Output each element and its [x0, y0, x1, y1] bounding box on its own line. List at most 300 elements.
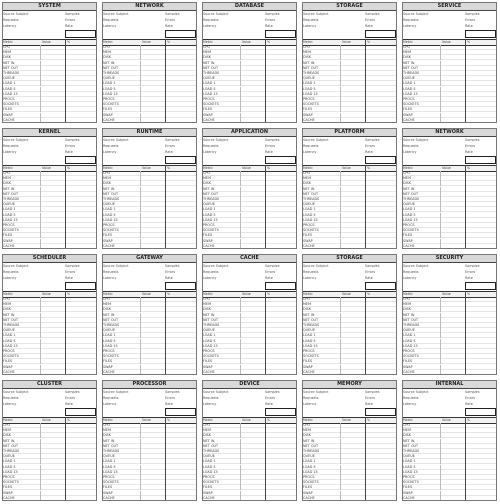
column-header: Value: [442, 418, 451, 422]
meta-label: Requests: [3, 18, 19, 22]
row-label: THREADS: [303, 449, 320, 453]
report-panel: [402, 254, 497, 375]
row-label: LOAD 15: [103, 343, 118, 348]
row-label: PROCS: [203, 349, 215, 353]
column-header: Value: [342, 292, 351, 296]
row-label: LOAD 1: [403, 459, 416, 464]
row-label: NET OUT: [103, 191, 119, 196]
column-header: Value: [242, 292, 251, 296]
row-label: THREADS: [203, 197, 220, 201]
meta-row: [403, 270, 496, 275]
row-label: FILES: [103, 359, 113, 364]
metric-rows: [102, 297, 197, 375]
row-label: THREADS: [3, 449, 20, 453]
row-label: MEM: [103, 176, 111, 181]
row-label: CACHE: [203, 117, 215, 122]
meta-row: [103, 150, 196, 155]
meta-label: Source Subject: [403, 390, 429, 394]
summary-box: [365, 408, 396, 416]
meta-label: Source Subject: [103, 264, 129, 268]
row-label: SWAP: [3, 112, 13, 117]
row-label: LOAD 15: [403, 91, 418, 96]
column-header: Value: [342, 418, 351, 422]
row-label: SOCKETS: [103, 480, 119, 485]
summary-box: [65, 156, 96, 164]
meta-right-label: Samples: [65, 138, 80, 142]
row-label: NET IN: [203, 312, 215, 317]
meta-row: [3, 402, 96, 407]
metric-rows: [402, 297, 497, 375]
meta-row: [203, 150, 296, 155]
panel-title: MEMORY: [302, 380, 397, 389]
report-panel: [302, 380, 397, 501]
row-label: SWAP: [203, 238, 213, 243]
row-label: CPU: [103, 297, 110, 301]
meta-label: Source Subject: [103, 138, 129, 142]
row-label: NET IN: [203, 60, 215, 65]
row-label: QUEUE: [3, 328, 15, 333]
column-header: %: [67, 292, 71, 296]
column-header: Metric: [303, 292, 313, 296]
row-label: FILES: [103, 233, 113, 238]
column-header: %: [467, 40, 471, 44]
row-label: QUEUE: [403, 202, 415, 207]
meta-right-label: Errors: [65, 144, 76, 148]
metric-rows: [202, 297, 297, 375]
column-header: Metric: [303, 166, 313, 170]
row-label: LOAD 15: [3, 217, 18, 222]
report-panel: [402, 380, 497, 501]
row-label: QUEUE: [3, 454, 15, 459]
meta-right-label: Samples: [265, 390, 280, 394]
row-label: FILES: [303, 485, 313, 490]
section-divider: [65, 291, 66, 375]
meta-right-label: Errors: [165, 396, 176, 400]
row-label: NET OUT: [203, 443, 219, 448]
metric-rows: [302, 297, 397, 375]
row-label: CPU: [403, 423, 410, 427]
row-label: DISK: [403, 55, 411, 60]
column-header: %: [67, 40, 71, 44]
meta-row: [103, 12, 196, 17]
row-label: LOAD 15: [3, 91, 18, 96]
row-label: DISK: [103, 55, 111, 60]
meta-right-label: Rate: [65, 24, 73, 28]
metric-rows: [102, 45, 197, 123]
meta-right-label: Samples: [365, 390, 380, 394]
row-label: NET OUT: [403, 191, 419, 196]
section-divider: [165, 39, 166, 123]
row-label: QUEUE: [103, 328, 115, 333]
row-label: SOCKETS: [3, 228, 19, 233]
column-header: Value: [442, 40, 451, 44]
row-label: LOAD 5: [203, 212, 216, 217]
meta-right-label: Rate: [65, 150, 73, 154]
meta-label: Requests: [103, 270, 119, 274]
column-header: Metric: [103, 166, 113, 170]
panel-title: SECURITY: [402, 254, 497, 263]
panel-title: PLATFORM: [302, 128, 397, 137]
meta-label: Requests: [303, 18, 319, 22]
row-label: PROCS: [403, 97, 415, 101]
section-divider: [465, 165, 466, 249]
row-label: NET IN: [103, 312, 115, 317]
table-row: [302, 496, 397, 501]
row-label: PROCS: [103, 475, 115, 479]
meta-row: [303, 24, 396, 29]
summary-box: [265, 408, 296, 416]
meta-row: [203, 12, 296, 17]
column-header: Metric: [3, 166, 13, 170]
row-label: MEM: [103, 50, 111, 55]
meta-label: Latency: [303, 150, 317, 154]
row-label: DISK: [3, 433, 11, 438]
row-label: SWAP: [103, 238, 113, 243]
row-label: NET IN: [103, 60, 115, 65]
meta-label: Source Subject: [303, 264, 329, 268]
column-header: %: [467, 418, 471, 422]
row-label: CACHE: [203, 243, 215, 248]
summary-box: [465, 282, 496, 290]
column-divider: [440, 370, 441, 375]
meta-row: [403, 138, 496, 143]
meta-right-label: Errors: [365, 270, 376, 274]
row-label: PROCS: [403, 349, 415, 353]
column-header: %: [67, 418, 71, 422]
meta-label: Requests: [403, 144, 419, 148]
summary-box: [365, 282, 396, 290]
row-label: LOAD 5: [3, 464, 16, 469]
column-header: Metric: [103, 418, 113, 422]
row-label: CACHE: [303, 117, 315, 122]
column-header: %: [167, 40, 171, 44]
column-divider: [140, 118, 141, 123]
meta-row: [303, 264, 396, 269]
report-panel: [2, 380, 97, 501]
row-label: LOAD 1: [103, 333, 116, 338]
row-label: THREADS: [303, 71, 320, 75]
meta-label: Source Subject: [203, 390, 229, 394]
column-header: Value: [142, 418, 151, 422]
meta-row: [203, 396, 296, 401]
row-label: CPU: [3, 45, 10, 49]
meta-label: Source Subject: [3, 264, 29, 268]
row-label: LOAD 15: [203, 343, 218, 348]
row-label: MEM: [403, 50, 411, 55]
row-label: SOCKETS: [403, 102, 419, 107]
meta-right-label: Rate: [265, 24, 273, 28]
meta-right-label: Errors: [265, 144, 276, 148]
row-label: NET OUT: [303, 443, 319, 448]
row-label: FILES: [3, 359, 13, 364]
column-header: Value: [242, 418, 251, 422]
meta-right-label: Errors: [65, 396, 76, 400]
meta-right-label: Errors: [65, 18, 76, 22]
row-label: FILES: [403, 107, 413, 112]
row-label: SOCKETS: [203, 228, 219, 233]
row-label: FILES: [203, 233, 213, 238]
row-label: PROCS: [203, 475, 215, 479]
column-header: %: [367, 418, 371, 422]
row-label: FILES: [3, 233, 13, 238]
meta-right-label: Errors: [265, 270, 276, 274]
row-label: NET IN: [403, 312, 415, 317]
metric-rows: [302, 171, 397, 249]
row-label: LOAD 1: [403, 333, 416, 338]
metric-rows: [402, 45, 497, 123]
meta-row: [203, 24, 296, 29]
panel-title: SCHEDULER: [2, 254, 97, 263]
meta-right-label: Samples: [165, 12, 180, 16]
meta-row: [103, 402, 196, 407]
meta-row: [3, 12, 96, 17]
meta-row: [203, 402, 296, 407]
row-label: FILES: [3, 485, 13, 490]
column-header: Metric: [3, 40, 13, 44]
meta-row: [203, 264, 296, 269]
metric-rows: [2, 297, 97, 375]
row-label: QUEUE: [303, 328, 315, 333]
row-label: NET IN: [3, 438, 15, 443]
row-label: THREADS: [103, 449, 120, 453]
column-header: Value: [42, 292, 51, 296]
row-label: NET OUT: [203, 191, 219, 196]
meta-row: [103, 396, 196, 401]
row-label: LOAD 1: [303, 207, 316, 212]
row-label: LOAD 1: [403, 81, 416, 86]
row-label: MEM: [303, 176, 311, 181]
column-divider: [140, 370, 141, 375]
row-label: SWAP: [203, 490, 213, 495]
row-label: DISK: [403, 307, 411, 312]
meta-label: Latency: [103, 24, 117, 28]
row-label: SOCKETS: [103, 354, 119, 359]
summary-box: [265, 282, 296, 290]
summary-box: [465, 156, 496, 164]
column-header: %: [167, 292, 171, 296]
column-divider: [40, 118, 41, 123]
summary-box: [365, 156, 396, 164]
meta-row: [403, 402, 496, 407]
row-label: SWAP: [3, 364, 13, 369]
column-header: Value: [142, 292, 151, 296]
meta-label: Requests: [403, 18, 419, 22]
row-label: DISK: [203, 181, 211, 186]
row-label: LOAD 5: [403, 338, 416, 343]
section-divider: [265, 39, 266, 123]
row-label: THREADS: [103, 323, 120, 327]
row-label: MEM: [3, 176, 11, 181]
meta-label: Source Subject: [203, 138, 229, 142]
summary-box: [165, 408, 196, 416]
meta-row: [3, 270, 96, 275]
meta-right-label: Rate: [465, 402, 473, 406]
row-label: LOAD 5: [303, 464, 316, 469]
column-header: %: [367, 40, 371, 44]
meta-label: Latency: [3, 24, 17, 28]
meta-label: Requests: [103, 144, 119, 148]
row-label: CPU: [303, 423, 310, 427]
section-divider: [65, 39, 66, 123]
row-label: THREADS: [403, 197, 420, 201]
meta-row: [303, 144, 396, 149]
meta-label: Source Subject: [103, 390, 129, 394]
row-label: SWAP: [403, 112, 413, 117]
meta-row: [3, 24, 96, 29]
meta-row: [303, 12, 396, 17]
row-label: SWAP: [303, 364, 313, 369]
panel-title: PROCESSOR: [102, 380, 197, 389]
panel-title: STORAGE: [302, 2, 397, 11]
row-label: LOAD 5: [403, 86, 416, 91]
meta-label: Requests: [203, 18, 219, 22]
row-label: SWAP: [3, 490, 13, 495]
row-label: NET OUT: [303, 317, 319, 322]
row-label: LOAD 15: [403, 217, 418, 222]
row-label: MEM: [103, 302, 111, 307]
meta-row: [103, 390, 196, 395]
table-row: [102, 118, 197, 123]
section-divider: [465, 417, 466, 501]
row-label: NET IN: [403, 186, 415, 191]
report-panel: [402, 2, 497, 123]
row-label: DISK: [303, 181, 311, 186]
row-label: LOAD 1: [3, 81, 16, 86]
report-panel: [302, 2, 397, 123]
meta-label: Latency: [3, 150, 17, 154]
table-row: [402, 118, 497, 123]
meta-row: [103, 24, 196, 29]
row-label: LOAD 15: [203, 91, 218, 96]
row-label: QUEUE: [103, 454, 115, 459]
column-divider: [440, 118, 441, 123]
table-row: [2, 244, 97, 249]
row-label: LOAD 5: [3, 86, 16, 91]
meta-right-label: Errors: [365, 144, 376, 148]
row-label: LOAD 15: [3, 469, 18, 474]
row-label: MEM: [203, 302, 211, 307]
meta-label: Source Subject: [3, 138, 29, 142]
row-label: DISK: [303, 55, 311, 60]
row-label: QUEUE: [203, 454, 215, 459]
row-label: LOAD 1: [3, 459, 16, 464]
meta-right-label: Errors: [165, 270, 176, 274]
row-label: MEM: [3, 50, 11, 55]
meta-row: [303, 150, 396, 155]
row-label: NET OUT: [403, 65, 419, 70]
column-header: %: [167, 166, 171, 170]
row-label: DISK: [3, 55, 11, 60]
meta-label: Latency: [303, 276, 317, 280]
meta-row: [3, 396, 96, 401]
row-label: THREADS: [303, 323, 320, 327]
meta-row: [203, 144, 296, 149]
meta-row: [403, 390, 496, 395]
row-label: QUEUE: [203, 76, 215, 81]
row-label: SWAP: [103, 490, 113, 495]
row-label: LOAD 1: [303, 333, 316, 338]
row-label: LOAD 1: [203, 81, 216, 86]
meta-right-label: Rate: [365, 150, 373, 154]
row-label: SOCKETS: [3, 480, 19, 485]
meta-right-label: Samples: [365, 12, 380, 16]
row-label: MEM: [3, 428, 11, 433]
row-label: THREADS: [403, 323, 420, 327]
row-label: LOAD 5: [203, 86, 216, 91]
row-label: CACHE: [3, 243, 15, 248]
row-label: LOAD 15: [303, 91, 318, 96]
column-header: %: [267, 292, 271, 296]
meta-row: [203, 390, 296, 395]
row-label: NET IN: [303, 312, 315, 317]
row-label: QUEUE: [403, 454, 415, 459]
meta-row: [3, 390, 96, 395]
row-label: THREADS: [203, 323, 220, 327]
row-label: THREADS: [3, 71, 20, 75]
meta-right-label: Samples: [465, 138, 480, 142]
summary-box: [165, 30, 196, 38]
row-label: LOAD 5: [203, 464, 216, 469]
report-panel: [202, 128, 297, 249]
summary-box: [65, 408, 96, 416]
column-divider: [140, 244, 141, 249]
panel-title: NETWORK: [402, 128, 497, 137]
row-label: MEM: [103, 428, 111, 433]
row-label: LOAD 5: [3, 212, 16, 217]
summary-box: [65, 30, 96, 38]
column-header: Value: [42, 40, 51, 44]
report-panel: [202, 2, 297, 123]
meta-label: Requests: [203, 396, 219, 400]
metric-rows: [402, 171, 497, 249]
summary-box: [165, 156, 196, 164]
column-header: %: [467, 292, 471, 296]
row-label: SWAP: [303, 112, 313, 117]
panel-title: INTERNAL: [402, 380, 497, 389]
table-row: [302, 370, 397, 375]
row-label: FILES: [303, 359, 313, 364]
row-label: SOCKETS: [103, 102, 119, 107]
column-header: Metric: [203, 166, 213, 170]
column-divider: [140, 496, 141, 501]
column-header: Metric: [103, 40, 113, 44]
meta-right-label: Samples: [465, 264, 480, 268]
row-label: NET IN: [3, 312, 15, 317]
meta-right-label: Samples: [465, 390, 480, 394]
row-label: NET IN: [103, 186, 115, 191]
row-label: FILES: [403, 485, 413, 490]
row-label: CPU: [3, 423, 10, 427]
row-label: SOCKETS: [403, 480, 419, 485]
meta-row: [103, 138, 196, 143]
row-label: MEM: [203, 428, 211, 433]
row-label: LOAD 5: [303, 338, 316, 343]
meta-right-label: Rate: [465, 24, 473, 28]
column-header: Value: [442, 292, 451, 296]
meta-label: Source Subject: [3, 12, 29, 16]
row-label: SOCKETS: [303, 354, 319, 359]
meta-right-label: Samples: [65, 390, 80, 394]
row-label: PROCS: [403, 223, 415, 227]
meta-right-label: Samples: [265, 12, 280, 16]
row-label: SOCKETS: [203, 102, 219, 107]
meta-row: [403, 144, 496, 149]
row-label: QUEUE: [303, 202, 315, 207]
row-label: LOAD 5: [103, 86, 116, 91]
meta-right-label: Rate: [465, 276, 473, 280]
summary-box: [65, 282, 96, 290]
section-divider: [365, 165, 366, 249]
